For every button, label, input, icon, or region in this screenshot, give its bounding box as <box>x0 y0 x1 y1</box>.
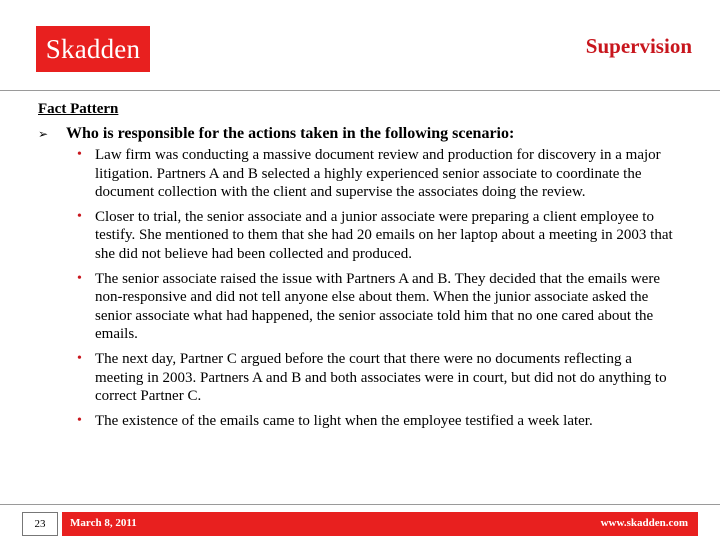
skadden-logo <box>36 26 150 72</box>
list-item <box>74 412 680 431</box>
bullet-dot-icon: • <box>77 412 82 428</box>
page-number: 23 <box>22 512 58 536</box>
bullet-text: The next day, Partner C argued before the court that there were no documents reflecting a meeting in 2003. Partners A and B and both associates were in court, but did not do anything to correct Partner C. <box>95 350 667 405</box>
scenario-bullet-list <box>74 146 698 430</box>
section-heading: Fact Pattern <box>38 101 119 117</box>
header-divider <box>0 90 720 91</box>
list-item <box>74 270 680 344</box>
footer-divider <box>0 504 720 505</box>
bullet-text: The existence of the emails came to light when the employee testified a week later. <box>95 412 593 429</box>
bullet-dot-icon: • <box>77 208 82 224</box>
bullet-dot-icon: • <box>77 270 82 286</box>
slide-title: Supervision <box>585 34 692 58</box>
footer-url[interactable]: www.skadden.com <box>600 517 688 529</box>
list-item <box>74 208 680 264</box>
bullet-dot-icon: • <box>77 350 82 366</box>
question-row <box>38 124 698 144</box>
slide-body <box>38 124 698 436</box>
slide-footer <box>0 504 720 540</box>
question-text: Who is responsible for the actions taken in the following scenario: <box>66 125 515 142</box>
bullet-text: Closer to trial, the senior associate and a junior associate were preparing a client employee to testify. She mentioned to them that she had 20 emails on her laptop about a meeting in 2003 that she did not believe had been collected and produced. <box>95 208 673 262</box>
list-item <box>74 350 680 406</box>
list-item <box>74 146 680 202</box>
bullet-text: Law firm was conducting a massive document review and production for discovery in a major litigation. Partners A and B selected a highly experienced senior associate to coordinate the document collection with the client and supervise the associates doing the review. <box>95 147 661 201</box>
bullet-text: The senior associate raised the issue with Partners A and B. They decided that the emails were non-responsive and did not tell anyone else about them. When the junior associate asked the senior associate what had happened, the senior associate told him that no one cared about the emails. <box>95 270 660 343</box>
bullet-dot-icon: • <box>77 147 82 162</box>
footer-bar <box>62 512 698 536</box>
arrow-bullet-icon: ➢ <box>38 127 49 141</box>
footer-date: March 8, 2011 <box>70 517 137 529</box>
logo-text: Skadden <box>45 33 141 64</box>
